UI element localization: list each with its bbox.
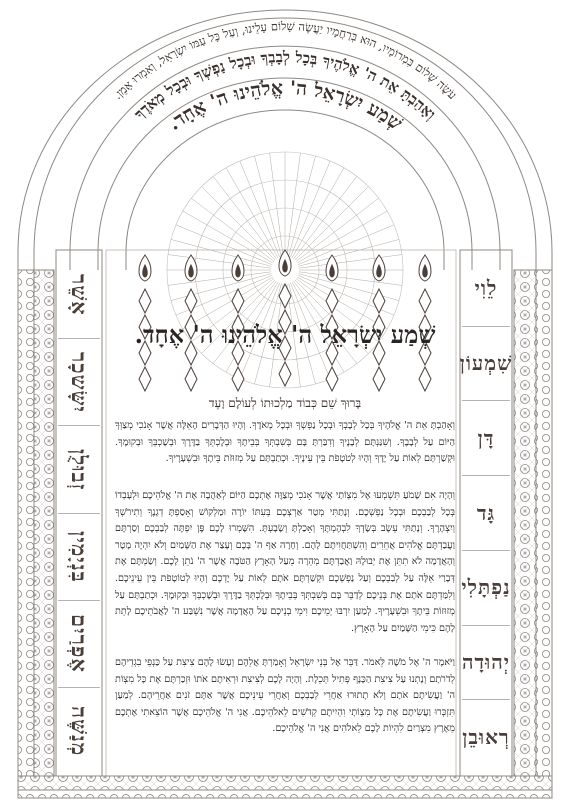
tribe-cell — [58, 426, 100, 513]
tribe-cell — [462, 551, 510, 626]
paragraph-veahavta: וְאָהַבְתָּ אֵת ה' אֱלֹהֶיךָ בְּכָל לְבָבְךָ וּבְכָל נַפְשְׁךָ וּבְכָל מְאֹדֶךָ. וְהָיוּ הַדְּבָרִים הָאֵלֶּה אֲשֶׁר אָנֹכִי מְצַוְּךָ הַיּוֹם עַל לְבָבֶךָ. וְשִׁנַּנְתָּם לְבָנֶיךָ וְדִבַּרְתָּ בָּם בְּשִׁבְתְּךָ בְּבֵיתֶךָ וּבְלֶכְתְּךָ בַדֶּרֶךְ וּבְשָׁכְבְּךָ וּבְקוּמֶךָ. וּקְשַׁרְתָּם לְאוֹת עַל יָדֶךָ וְהָיוּ לְטֹטָפֹת בֵּין עֵינֶיךָ. וּכְתַבְתָּם עַל מְזוּזֹת בֵּיתֶךָ וּבִשְׁעָרֶיךָ. — [115, 420, 455, 465]
left-inner-pillar — [34, 270, 54, 790]
paragraph-vehaya: וְהָיָה אִם שָׁמֹעַ תִּשְׁמְעוּ אֶל מִצְוֹתַי אֲשֶׁר אָנֹכִי מְצַוֶּה אֶתְכֶם הַיּוֹם לְאַהֲבָה אֶת ה' אֱלֹהֵיכֶם וּלְעָבְדוֹ בְּכָל לְבַבְכֶם וּבְכָל נַפְשְׁכֶם. וְנָתַתִּי מְטַר אַרְצְכֶם בְּעִתּוֹ יוֹרֶה וּמַלְקוֹשׁ וְאָסַפְתָּ דְגָנֶךָ וְתִירֹשְׁךָ וְיִצְהָרֶךָ. וְנָתַתִּי עֵשֶׂב בְּשָׂדְךָ לִבְהֶמְתֶּךָ וְאָכַלְתָּ וְשָׂבָעְתָּ. הִשָּׁמְרוּ לָכֶם פֶּן יִפְתֶּה לְבַבְכֶם וְסַרְתֶּם וַעֲבַדְתֶּם אֱלֹהִים אֲחֵרִים וְהִשְׁתַּחֲוִיתֶם לָהֶם. וְחָרָה אַף ה' בָּכֶם וְעָצַר אֶת הַשָּׁמַיִם וְלֹא יִהְיֶה מָטָר וְהָאֲדָמָה לֹא תִתֵּן אֶת יְבוּלָהּ וַאֲבַדְתֶּם מְהֵרָה מֵעַל הָאָרֶץ הַטֹּבָה אֲשֶׁר ה' נֹתֵן לָכֶם. וְשַׂמְתֶּם אֶת דְּבָרַי אֵלֶּה עַל לְבַבְכֶם וְעַל נַפְשְׁכֶם וּקְשַׁרְתֶּם אֹתָם לְאוֹת עַל יֶדְכֶם וְהָיוּ לְטוֹטָפֹת בֵּין עֵינֵיכֶם. וְלִמַּדְתֶּם אֹתָם אֶת בְּנֵיכֶם לְדַבֵּר בָּם בְּשִׁבְתְּךָ בְּבֵיתֶךָ וּבְלֶכְתְּךָ בַדֶּרֶךְ וּבְשָׁכְבְּךָ וּבְקוּמֶךָ. וּכְתַבְתָּם עַל מְזוּזוֹת בֵּיתֶךָ וּבִשְׁעָרֶיךָ. לְמַעַן יִרְבּוּ יְמֵיכֶם וִימֵי בְנֵיכֶם עַל הָאֲדָמָה אֲשֶׁר נִשְׁבַּע ה' לַאֲבֹתֵיכֶם לָתֵת לָהֶם כִּימֵי הַשָּׁמַיִם עַל הָאָרֶץ. — [115, 490, 455, 634]
tribe-cell — [58, 339, 100, 426]
tribe-name: לֵוִי — [474, 276, 498, 301]
tribe-cell — [459, 327, 513, 402]
tribe-cell — [462, 401, 510, 476]
tribe-name: רְאוּבֵן — [462, 724, 510, 749]
tribe-name: גָּד — [476, 500, 496, 525]
tribe-name: שִׁמְעוֹן — [459, 351, 513, 376]
tribes-left-column — [58, 252, 100, 774]
tribe-cell — [462, 700, 510, 774]
tribe-name: יִשָּׂשכָר — [67, 351, 92, 413]
tribe-name: זְבוּלֻן — [67, 448, 92, 491]
tribe-name: דָּן — [477, 425, 495, 450]
right-inner-pillar — [514, 270, 536, 790]
tribe-cell — [462, 476, 510, 551]
tribe-cell — [462, 626, 510, 701]
tribe-cell — [58, 514, 100, 601]
tribe-name: אָשֵׁר — [67, 274, 92, 316]
tribe-name: בִּנְיָמִין — [67, 530, 92, 583]
tribe-cell — [58, 688, 100, 774]
baruch-line: בָּרוּךְ שֵׁם כְּבוֹד מַלְכוּתוֹ לְעוֹלָם וָעֶד — [208, 396, 362, 410]
candle — [279, 250, 291, 386]
tribe-cell — [58, 252, 100, 339]
tribe-name: אֶפְרַיִם — [67, 614, 92, 674]
tribe-name: יְהוּדָה — [462, 649, 510, 674]
arch-middle-text: וְאָהַבְתָּ אֵת ה' אֱלֹהֶיךָ בְּכָל לְבָבְךָ וּבְכָל נַפְשְׁךָ וּבְכָל מְאֹדֶךָ — [130, 48, 440, 124]
tribes-right-column — [459, 252, 513, 774]
shema-title: שְׁמַע יִשְׂרָאֵל ה' אֱלֹהֵינוּ ה' אֶחָד. — [134, 320, 436, 349]
left-outer-pillar — [18, 270, 34, 790]
arch-outer-text: עֹשֶׂה שָׁלוֹם בִּמְרוֹמָיו, הוּא בְּרַחֲמָיו יַעֲשֶׂה שָׁלוֹם עָלֵינוּ, וְעַל כָּל עַמּוֹ יִשְׂרָאֵל, וְאִמְרוּ אָמֵן. — [110, 19, 460, 102]
paragraph-vayomer: וַיֹּאמֶר ה' אֶל מֹשֶׁה לֵּאמֹר. דַּבֵּר אֶל בְּנֵי יִשְׂרָאֵל וְאָמַרְתָּ אֲלֵהֶם וְעָשׂוּ לָהֶם צִיצִת עַל כַּנְפֵי בִגְדֵיהֶם לְדֹרֹתָם וְנָתְנוּ עַל צִיצִת הַכָּנָף פְּתִיל תְּכֵלֶת. וְהָיָה לָכֶם לְצִיצִת וּרְאִיתֶם אֹתוֹ וּזְכַרְתֶּם אֶת כָּל מִצְוֹת ה' וַעֲשִׂיתֶם אֹתָם וְלֹא תָתוּרוּ אַחֲרֵי לְבַבְכֶם וְאַחֲרֵי עֵינֵיכֶם אֲשֶׁר אַתֶּם זֹנִים אַחֲרֵיהֶם. לְמַעַן תִּזְכְּרוּ וַעֲשִׂיתֶם אֶת כָּל מִצְוֹתָי וִהְיִיתֶם קְדֹשִׁים לֵאלֹהֵיכֶם. אֲנִי ה' אֱלֹהֵיכֶם אֲשֶׁר הוֹצֵאתִי אֶתְכֶם מֵאֶרֶץ מִצְרַיִם לִהְיוֹת לָכֶם לֵאלֹהִים אֲנִי ה' אֱלֹהֵיכֶם. — [115, 657, 455, 735]
tribe-name: נַפְתָּלִי — [461, 575, 511, 600]
arch-inner-text: שְׁמַע יִשְׂרָאֵל ה' אֱלֹהֵינוּ ה' אֶחָד. — [163, 76, 407, 135]
tribe-cell — [58, 601, 100, 688]
tribe-name: מְנַשֶּׁה — [67, 705, 92, 757]
tribe-cell — [462, 252, 510, 327]
right-outer-pillar — [536, 270, 552, 790]
